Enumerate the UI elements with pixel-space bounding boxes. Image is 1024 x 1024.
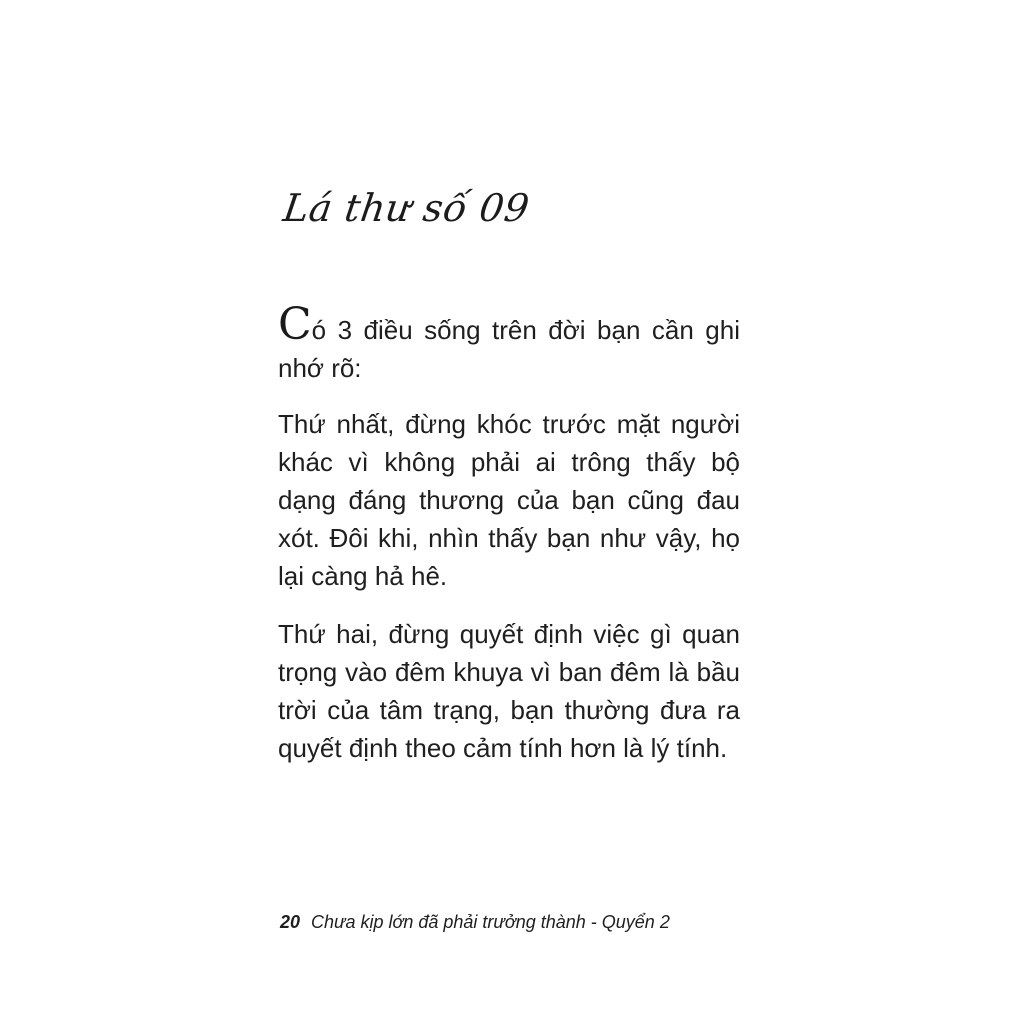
drop-cap: C <box>278 299 312 350</box>
paragraph-second-point: Thứ hai, đừng quyết định việc gì quan trọng vào đêm khuya vì ban đêm là bầu trời của tâm trạng, bạn thường đưa ra quyết định theo cảm tính hơn là lý tính. <box>278 619 740 763</box>
page-number: 20 <box>280 912 301 932</box>
paragraph-intro-text: ó 3 điều sống trên đời bạn cần ghi nhớ rõ: <box>278 315 740 383</box>
running-book-title: Chưa kịp lớn đã phải trưởng thành - Quyển 2 <box>311 912 670 932</box>
paragraph-intro <box>278 299 740 387</box>
paragraph-first-point: Thứ nhất, đừng khóc trước mặt người khác vì không phải ai trông thấy bộ dạng đáng thương của bạn cũng đau xót. Đôi khi, nhìn thấy bạn như vậy, họ lại càng hả hê. <box>278 409 740 591</box>
body-text <box>278 299 740 787</box>
chapter-title: Lá thư số 09 <box>280 186 533 230</box>
page-footer <box>280 908 740 936</box>
